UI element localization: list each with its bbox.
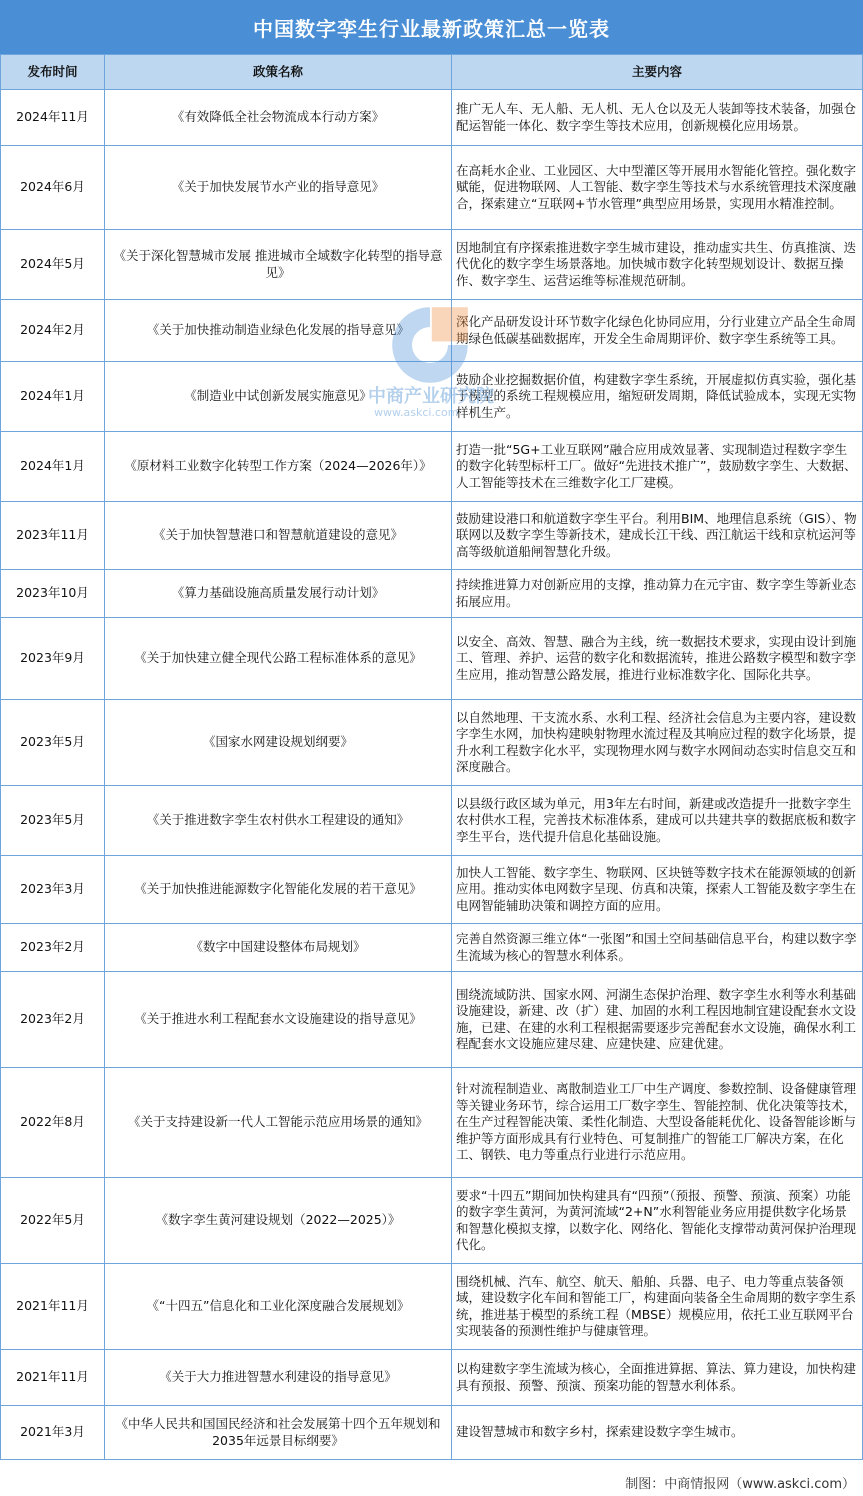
watermark-logo-icon <box>385 300 475 390</box>
row-date: 2023年11月 <box>1 502 105 570</box>
row-policy-name: 《关于加快发展节水产业的指导意见》 <box>105 146 452 230</box>
table-header-row <box>1 55 863 90</box>
row-date: 2024年11月 <box>1 90 105 146</box>
row-date: 2023年2月 <box>1 924 105 972</box>
row-policy-name: 《关于深化智慧城市发展 推进城市全域数字化转型的指导意见》 <box>105 230 452 300</box>
row-policy-name: 《数字孪生黄河建设规划（2022—2025）》 <box>105 1178 452 1264</box>
row-content: 以构建数字孪生流域为核心，全面推进算据、算法、算力建设，加快构建具有预报、预警、预演、预案功能的智慧水利体系。 <box>452 1350 863 1406</box>
row-policy-name: 《关于加快推进能源数字化智能化发展的若干意见》 <box>105 856 452 924</box>
row-policy-name: 《原材料工业数字化转型工作方案（2024—2026年）》 <box>105 432 452 502</box>
row-date: 2024年2月 <box>1 300 105 362</box>
table-row <box>1 786 863 856</box>
table-row <box>1 1264 863 1350</box>
row-date: 2024年1月 <box>1 362 105 432</box>
row-date: 2022年5月 <box>1 1178 105 1264</box>
row-policy-name: 《有效降低全社会物流成本行动方案》 <box>105 90 452 146</box>
row-date: 2023年3月 <box>1 856 105 924</box>
row-content: 鼓励建设港口和航道数字孪生平台。利用BIM、地理信息系统（GIS）、物联网以及数字孪生等新技术，建成长江干线、西江航运干线和京杭运河等高等级航道船闸智慧化升级。 <box>452 502 863 570</box>
row-policy-name: 《制造业中试创新发展实施意见》 <box>105 362 452 432</box>
table-row <box>1 972 863 1068</box>
table-row <box>1 90 863 146</box>
row-content: 在高耗水企业、工业园区、大中型灌区等开展用水智能化管控。强化数字赋能，促进物联网、人工智能、数字孪生等技术与水系统管理技术深度融合，探索建立“互联网+节水管理”典型应用场景，实现用水精准控制。 <box>452 146 863 230</box>
row-content: 围绕流域防洪、国家水网、河湖生态保护治理、数字孪生水利等水利基础设施建设，新建、改（扩）建、加固的水利工程因地制宜建设配套水文设施，已建、在建的水利工程根据需要逐步完善配套水文设施，确保水利工程配套水文设施应建尽建、应建快建、应建优建。 <box>452 972 863 1068</box>
row-policy-name: 《关于大力推进智慧水利建设的指导意见》 <box>105 1350 452 1406</box>
row-date: 2024年6月 <box>1 146 105 230</box>
row-policy-name: 《关于支持建设新一代人工智能示范应用场景的通知》 <box>105 1068 452 1178</box>
row-policy-name: 《关于加快建立健全现代公路工程标准体系的意见》 <box>105 618 452 700</box>
row-date: 2021年11月 <box>1 1264 105 1350</box>
row-date: 2021年3月 <box>1 1406 105 1460</box>
row-content: 完善自然资源三维立体“一张图”和国土空间基础信息平台，构建以数字孪生流域为核心的智慧水利体系。 <box>452 924 863 972</box>
row-policy-name: 《关于加快智慧港口和智慧航道建设的意见》 <box>105 502 452 570</box>
row-content: 以县级行政区域为单元，用3年左右时间，新建或改造提升一批数字孪生农村供水工程，完善技术标准体系，建成可以共建共享的数据底板和数字孪生平台，迭代提升信息化基础设施。 <box>452 786 863 856</box>
row-date: 2024年5月 <box>1 230 105 300</box>
header-content: 主要内容 <box>452 55 863 90</box>
row-policy-name: 《“十四五”信息化和工业化深度融合发展规划》 <box>105 1264 452 1350</box>
row-content: 围绕机械、汽车、航空、航天、船舶、兵器、电子、电力等重点装备领域，建设数字化车间和智能工厂，构建面向装备全生命周期的数字孪生系统，推进基于模型的系统工程（MBSE）规模应用，依托工业互联网平台实现装备的预测性维护与健康管理。 <box>452 1264 863 1350</box>
table-row <box>1 1178 863 1264</box>
row-content: 以安全、高效、智慧、融合为主线，统一数据技术要求，实现由设计到施工、管理、养护、运营的数字化和数据流转，推进公路数字模型和数字孪生应用，推动智慧公路发展，推进行业标准数字化、国际化共享。 <box>452 618 863 700</box>
table-row <box>1 1068 863 1178</box>
watermark-text: 中商产业研究院 <box>368 386 494 407</box>
table-row <box>1 856 863 924</box>
row-date: 2021年11月 <box>1 1350 105 1406</box>
row-date: 2022年8月 <box>1 1068 105 1178</box>
row-policy-name: 《关于推进数字孪生农村供水工程建设的通知》 <box>105 786 452 856</box>
row-date: 2023年10月 <box>1 570 105 618</box>
row-content: 因地制宜有序探索推进数字孪生城市建设，推动虚实共生、仿真推演、迭代优化的数字孪生场景落地。加快城市数字化转型规划设计、数据互操作、数字孪生、运营运维等标准规范研制。 <box>452 230 863 300</box>
watermark-url: www.askci.com <box>374 406 459 419</box>
row-date: 2023年2月 <box>1 972 105 1068</box>
row-date: 2024年1月 <box>1 432 105 502</box>
table-row <box>1 1406 863 1460</box>
table-row <box>1 924 863 972</box>
row-date: 2023年9月 <box>1 618 105 700</box>
row-content: 建设智慧城市和数字乡村，探索建设数字孪生城市。 <box>452 1406 863 1460</box>
row-content: 持续推进算力对创新应用的支撑，推动算力在元宇宙、数字孪生等新业态拓展应用。 <box>452 570 863 618</box>
row-content: 推广无人车、无人船、无人机、无人仓以及无人装卸等技术装备，加强仓配运智能一体化、数字孪生等技术应用，创新规模化应用场景。 <box>452 90 863 146</box>
row-content: 加快人工智能、数字孪生、物联网、区块链等数字技术在能源领域的创新应用。推动实体电网数字呈现、仿真和决策，探索人工智能及数字孪生在电网智能辅助决策和调控方面的应用。 <box>452 856 863 924</box>
header-policy-name: 政策名称 <box>105 55 452 90</box>
row-content: 以自然地理、干支流水系、水利工程、经济社会信息为主要内容，建设数字孪生水网，加快构建映射物理水流过程及其响应过程的数字化场景，提升水利工程数字化水平，实现物理水网与数字水网间动态实时信息交互和深度融合。 <box>452 700 863 786</box>
row-policy-name: 《算力基础设施高质量发展行动计划》 <box>105 570 452 618</box>
row-policy-name: 《数字中国建设整体布局规划》 <box>105 924 452 972</box>
table-row <box>1 230 863 300</box>
table-row <box>1 618 863 700</box>
row-content: 针对流程制造业、离散制造业工厂中生产调度、参数控制、设备健康管理等关键业务环节，综合运用工厂数字孪生、智能控制、优化决策等技术，在生产过程智能决策、柔性化制造、大型设备能耗优化、设备智能诊断与维护等方面形成具有行业特色、可复制推广的智能工厂解决方案，在化工、钢铁、电力等重点行业进行示范应用。 <box>452 1068 863 1178</box>
table-row <box>1 570 863 618</box>
row-content: 要求“十四五”期间加快构建具有“四预”（预报、预警、预演、预案）功能的数字孪生黄河，为黄河流域“2+N”水利智能业务应用提供数字化场景和智慧化模拟支撑，以数字化、网络化、智能化支撑带动黄河保护治理现代化。 <box>452 1178 863 1264</box>
table-row <box>1 146 863 230</box>
table-row <box>1 700 863 786</box>
table-row <box>1 432 863 502</box>
header-date: 发布时间 <box>1 55 105 90</box>
row-policy-name: 《关于推进水利工程配套水文设施建设的指导意见》 <box>105 972 452 1068</box>
row-policy-name: 《关于加快推动制造业绿色化发展的指导意见》 <box>105 300 452 362</box>
table-row <box>1 1350 863 1406</box>
row-policy-name: 《国家水网建设规划纲要》 <box>105 700 452 786</box>
row-content: 鼓励企业挖掘数据价值，构建数字孪生系统，开展虚拟仿真实验，强化基于模型的系统工程规模应用，缩短研发周期，降低试验成本，实现无实物样机生产。 <box>452 362 863 432</box>
page-title: 中国数字孪生行业最新政策汇总一览表 <box>0 0 863 54</box>
table-body <box>1 90 863 1460</box>
row-policy-name: 《中华人民共和国国民经济和社会发展第十四个五年规划和2035年远景目标纲要》 <box>105 1406 452 1460</box>
row-content: 打造一批“5G+工业互联网”融合应用成效显著、实现制造过程数字孪生的数字化转型标杆工厂。做好“先进技术推广”，鼓励数字孪生、大数据、人工智能等技术在三维数字化工厂建模。 <box>452 432 863 502</box>
policy-table <box>0 54 863 1460</box>
footer-credit: 制图：中商情报网（www.askci.com） <box>625 1476 855 1492</box>
table-row <box>1 502 863 570</box>
row-date: 2023年5月 <box>1 786 105 856</box>
row-date: 2023年5月 <box>1 700 105 786</box>
row-content: 深化产品研发设计环节数字化绿色化协同应用，分行业建立产品全生命周期绿色低碳基础数据库，开发全生命周期评价、数字孪生系统等工具。 <box>452 300 863 362</box>
